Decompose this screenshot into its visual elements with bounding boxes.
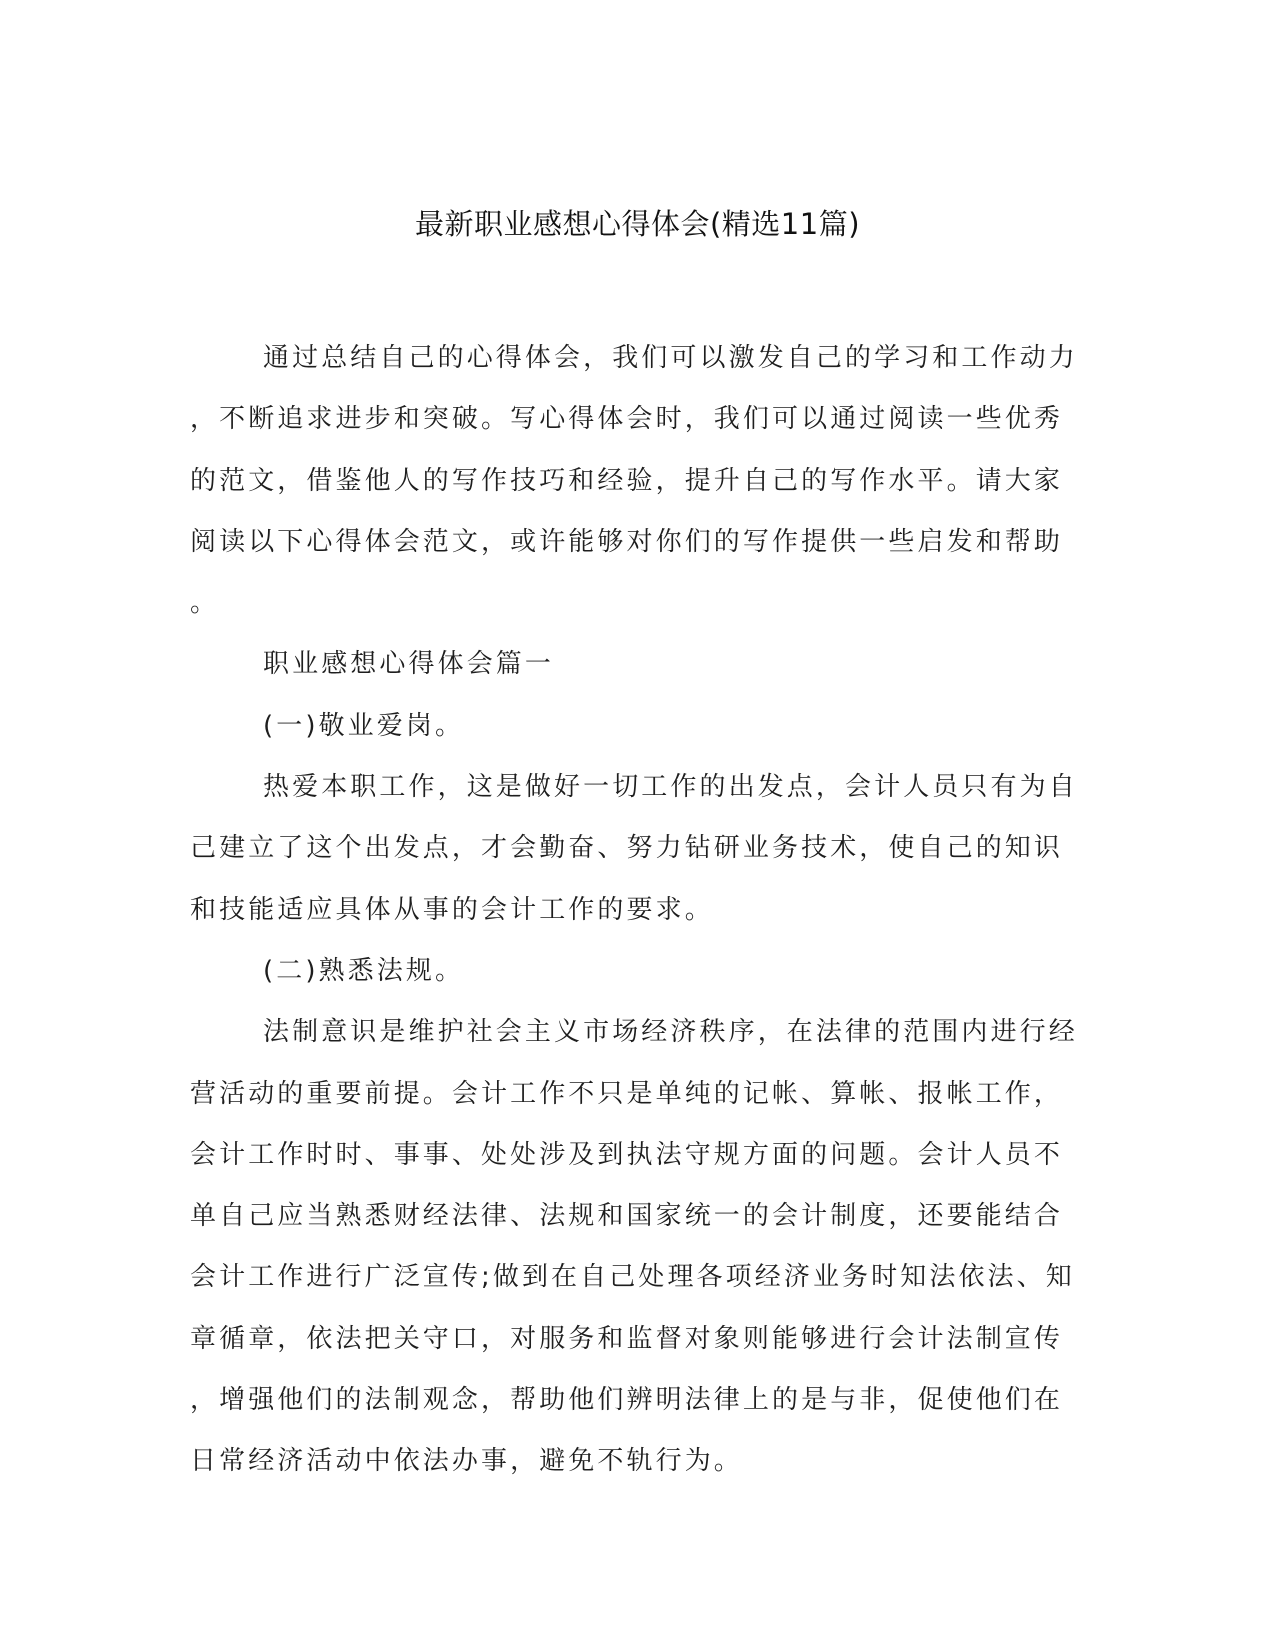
document-body: [190, 328, 1085, 1493]
body-line: 法制意识是维护社会主义市场经济秩序，在法律的范围内进行经: [263, 1017, 1078, 1048]
body-line: 会计工作进行广泛宣传;做到在自己处理各项经济业务时知法依法、知: [190, 1262, 1075, 1293]
body-line: 通过总结自己的心得体会，我们可以激发自己的学习和工作动力: [263, 343, 1078, 373]
body-line: 会计工作时时、事事、处处涉及到执法守规方面的问题。会计人员不: [190, 1139, 1064, 1170]
body-line: 日常经济活动中依法办事，避免不轨行为。: [190, 1446, 743, 1477]
section-heading: 职业感想心得体会篇一: [263, 649, 555, 680]
body-line: 营活动的重要前提。会计工作不只是单纯的记帐、算帐、报帐工作，: [190, 1078, 1064, 1109]
body-line: 己建立了这个出发点，才会勤奋、努力钻研业务技术，使自己的知识: [190, 833, 1064, 864]
body-line: 章循章，依法把关守口，对服务和监督对象则能够进行会计法制宣传: [190, 1323, 1064, 1354]
body-line: 单自己应当熟悉财经法律、法规和国家统一的会计制度，还要能结合: [190, 1201, 1064, 1232]
body-line: 和技能适应具体从事的会计工作的要求。: [190, 894, 714, 925]
body-line: 。: [190, 588, 220, 619]
body-line: 阅读以下心得体会范文，或许能够对你们的写作提供一些启发和帮助: [190, 526, 1064, 557]
body-line: ，不断追求进步和突破。写心得体会时，我们可以通过阅读一些优秀: [190, 404, 1064, 435]
body-line: ，增强他们的法制观念，帮助他们辨明法律上的是与非，促使他们在: [190, 1385, 1064, 1416]
body-line: 热爱本职工作，这是做好一切工作的出发点，会计人员只有为自: [263, 772, 1078, 803]
document-title: 最新职业感想心得体会(精选11篇): [414, 207, 861, 241]
body-line: 的范文，借鉴他人的写作技巧和经验，提升自己的写作水平。请大家: [190, 465, 1064, 496]
subsection-heading: (二)熟悉法规。: [263, 955, 465, 986]
subsection-heading: (一)敬业爱岗。: [263, 710, 465, 741]
